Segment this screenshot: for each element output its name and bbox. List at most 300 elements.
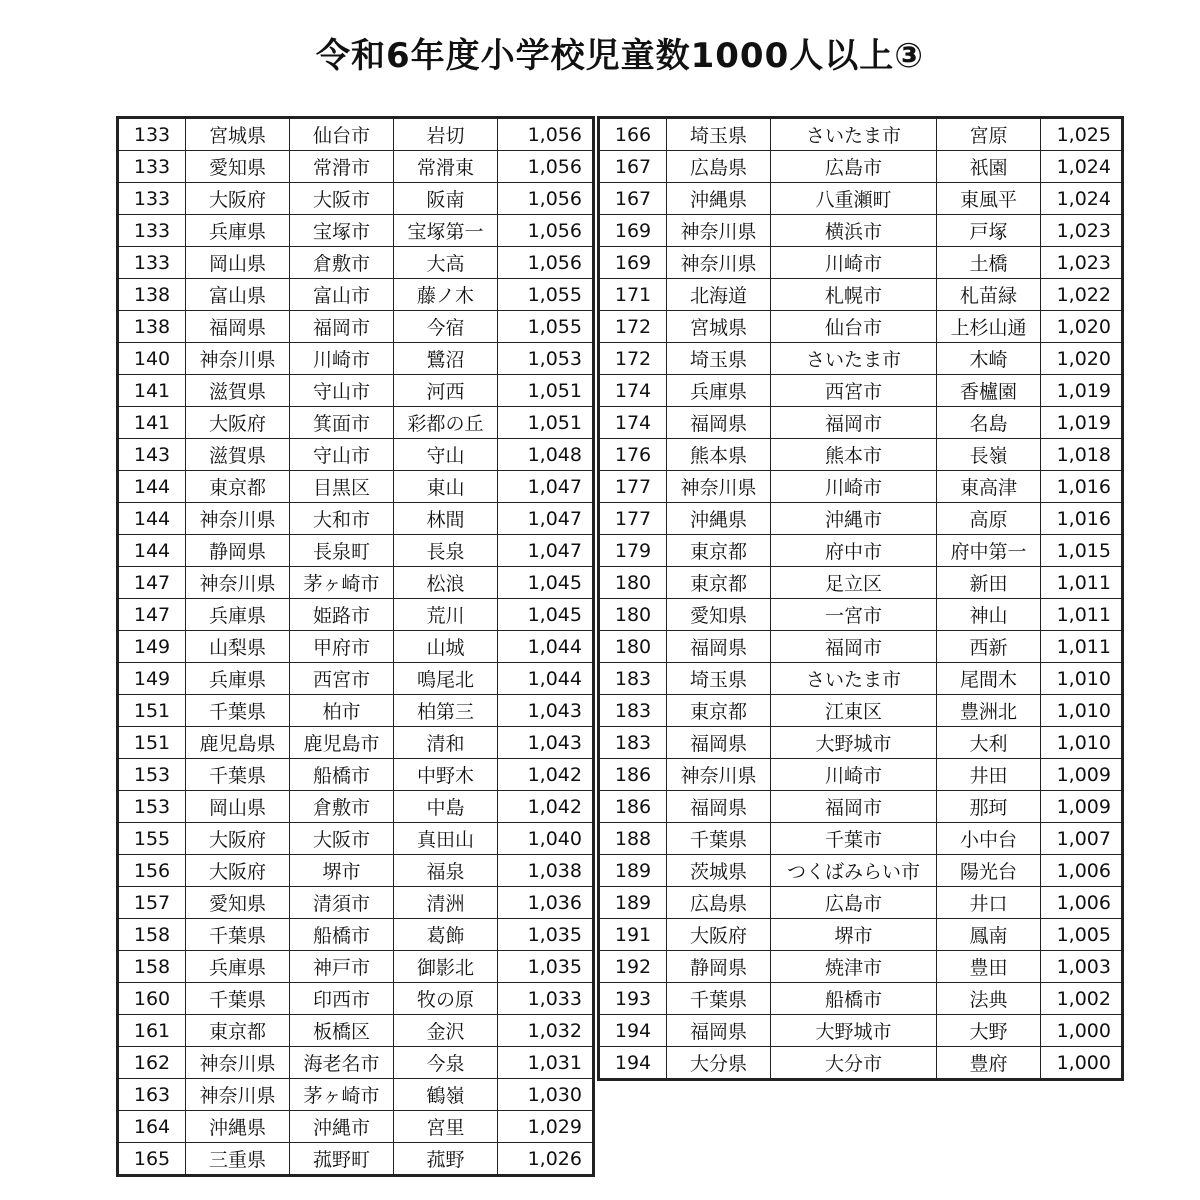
student-count-cell: 1,035 [498, 919, 594, 951]
student-count-cell: 1,042 [498, 791, 594, 823]
school-cell: 戸塚 [937, 215, 1041, 247]
table-row [118, 727, 594, 759]
student-count-cell: 1,006 [1041, 887, 1123, 919]
table-row [118, 631, 594, 663]
table-row [599, 535, 1123, 567]
rank-cell: 163 [118, 1079, 186, 1111]
table-row [118, 311, 594, 343]
table-row [599, 727, 1123, 759]
student-count-cell: 1,020 [1041, 311, 1123, 343]
rank-cell: 177 [599, 503, 667, 535]
student-count-cell: 1,038 [498, 855, 594, 887]
rank-cell: 169 [599, 215, 667, 247]
table-row [118, 791, 594, 823]
rank-cell: 177 [599, 471, 667, 503]
rank-cell: 140 [118, 343, 186, 375]
prefecture-cell: 福岡県 [667, 791, 771, 823]
student-count-cell: 1,044 [498, 663, 594, 695]
city-cell: 姫路市 [290, 599, 394, 631]
rank-cell: 162 [118, 1047, 186, 1079]
student-count-cell: 1,006 [1041, 855, 1123, 887]
table-row [599, 983, 1123, 1015]
school-cell: 札苗緑 [937, 279, 1041, 311]
ranking-table-right [597, 116, 1124, 1081]
school-cell: 藤ノ木 [394, 279, 498, 311]
prefecture-cell: 岡山県 [186, 791, 290, 823]
prefecture-cell: 埼玉県 [667, 343, 771, 375]
student-count-cell: 1,033 [498, 983, 594, 1015]
school-cell: 鳳南 [937, 919, 1041, 951]
school-cell: 西新 [937, 631, 1041, 663]
city-cell: 鹿児島市 [290, 727, 394, 759]
prefecture-cell: 神奈川県 [186, 503, 290, 535]
city-cell: 八重瀬町 [771, 183, 937, 215]
rank-cell: 158 [118, 951, 186, 983]
city-cell: 大和市 [290, 503, 394, 535]
prefecture-cell: 神奈川県 [186, 343, 290, 375]
school-cell: 祇園 [937, 151, 1041, 183]
prefecture-cell: 沖縄県 [667, 503, 771, 535]
prefecture-cell: 沖縄県 [186, 1111, 290, 1143]
student-count-cell: 1,031 [498, 1047, 594, 1079]
school-cell: 東風平 [937, 183, 1041, 215]
city-cell: 横浜市 [771, 215, 937, 247]
table-row [118, 343, 594, 375]
prefecture-cell: 東京都 [667, 535, 771, 567]
prefecture-cell: 神奈川県 [667, 215, 771, 247]
rank-cell: 191 [599, 919, 667, 951]
rank-cell: 151 [118, 695, 186, 727]
school-cell: 山城 [394, 631, 498, 663]
table-row [118, 759, 594, 791]
city-cell: 富山市 [290, 279, 394, 311]
rank-cell: 158 [118, 919, 186, 951]
rank-cell: 172 [599, 343, 667, 375]
table-row [118, 215, 594, 247]
student-count-cell: 1,005 [1041, 919, 1123, 951]
table-row [599, 407, 1123, 439]
rank-cell: 133 [118, 215, 186, 247]
city-cell: 倉敷市 [290, 247, 394, 279]
city-cell: 西宮市 [771, 375, 937, 407]
prefecture-cell: 大阪府 [667, 919, 771, 951]
prefecture-cell: 埼玉県 [667, 118, 771, 151]
prefecture-cell: 兵庫県 [186, 599, 290, 631]
city-cell: 船橋市 [290, 919, 394, 951]
school-cell: 土橋 [937, 247, 1041, 279]
city-cell: 福岡市 [771, 407, 937, 439]
table-row [599, 343, 1123, 375]
school-cell: 大高 [394, 247, 498, 279]
school-cell: 香櫨園 [937, 375, 1041, 407]
table-row [599, 311, 1123, 343]
student-count-cell: 1,011 [1041, 567, 1123, 599]
school-cell: 長嶺 [937, 439, 1041, 471]
prefecture-cell: 東京都 [186, 471, 290, 503]
table-row [599, 247, 1123, 279]
prefecture-cell: 神奈川県 [186, 1079, 290, 1111]
table-row [599, 567, 1123, 599]
student-count-cell: 1,010 [1041, 695, 1123, 727]
city-cell: 甲府市 [290, 631, 394, 663]
rank-cell: 194 [599, 1015, 667, 1047]
rank-cell: 149 [118, 663, 186, 695]
student-count-cell: 1,044 [498, 631, 594, 663]
school-cell: 阪南 [394, 183, 498, 215]
prefecture-cell: 千葉県 [186, 695, 290, 727]
city-cell: つくばみらい市 [771, 855, 937, 887]
prefecture-cell: 福岡県 [667, 631, 771, 663]
school-cell: 河西 [394, 375, 498, 407]
city-cell: 川崎市 [290, 343, 394, 375]
prefecture-cell: 岡山県 [186, 247, 290, 279]
rank-cell: 180 [599, 599, 667, 631]
table-row [599, 599, 1123, 631]
city-cell: 熊本市 [771, 439, 937, 471]
table-row [118, 951, 594, 983]
prefecture-cell: 三重県 [186, 1143, 290, 1176]
student-count-cell: 1,022 [1041, 279, 1123, 311]
table-row [118, 599, 594, 631]
table-row [599, 503, 1123, 535]
student-count-cell: 1,026 [498, 1143, 594, 1176]
school-cell: 小中台 [937, 823, 1041, 855]
rank-cell: 180 [599, 631, 667, 663]
prefecture-cell: 滋賀県 [186, 375, 290, 407]
table-row [118, 1143, 594, 1176]
table-row [118, 855, 594, 887]
rank-cell: 147 [118, 567, 186, 599]
rank-cell: 174 [599, 375, 667, 407]
prefecture-cell: 福岡県 [186, 311, 290, 343]
student-count-cell: 1,043 [498, 727, 594, 759]
prefecture-cell: 茨城県 [667, 855, 771, 887]
table-row [599, 631, 1123, 663]
school-cell: 東高津 [937, 471, 1041, 503]
student-count-cell: 1,016 [1041, 503, 1123, 535]
city-cell: 広島市 [771, 151, 937, 183]
prefecture-cell: 広島県 [667, 887, 771, 919]
rank-cell: 155 [118, 823, 186, 855]
rank-cell: 183 [599, 695, 667, 727]
city-cell: 広島市 [771, 887, 937, 919]
student-count-cell: 1,056 [498, 183, 594, 215]
table-row [599, 1047, 1123, 1080]
prefecture-cell: 東京都 [186, 1015, 290, 1047]
city-cell: 大分市 [771, 1047, 937, 1080]
school-cell: 那珂 [937, 791, 1041, 823]
rank-cell: 167 [599, 151, 667, 183]
prefecture-cell: 神奈川県 [667, 759, 771, 791]
student-count-cell: 1,047 [498, 503, 594, 535]
table-row [118, 375, 594, 407]
prefecture-cell: 福岡県 [667, 1015, 771, 1047]
table-row [118, 1047, 594, 1079]
city-cell: 沖縄市 [290, 1111, 394, 1143]
city-cell: 焼津市 [771, 951, 937, 983]
student-count-cell: 1,056 [498, 151, 594, 183]
table-row [118, 535, 594, 567]
student-count-cell: 1,002 [1041, 983, 1123, 1015]
student-count-cell: 1,047 [498, 471, 594, 503]
city-cell: 堺市 [290, 855, 394, 887]
prefecture-cell: 兵庫県 [186, 215, 290, 247]
student-count-cell: 1,030 [498, 1079, 594, 1111]
rank-cell: 144 [118, 471, 186, 503]
rank-cell: 153 [118, 759, 186, 791]
prefecture-cell: 滋賀県 [186, 439, 290, 471]
school-cell: 御影北 [394, 951, 498, 983]
school-cell: 府中第一 [937, 535, 1041, 567]
prefecture-cell: 兵庫県 [186, 951, 290, 983]
student-count-cell: 1,055 [498, 279, 594, 311]
city-cell: さいたま市 [771, 118, 937, 151]
table-row [599, 855, 1123, 887]
table-row [599, 823, 1123, 855]
rank-cell: 172 [599, 311, 667, 343]
city-cell: 福岡市 [290, 311, 394, 343]
student-count-cell: 1,036 [498, 887, 594, 919]
student-count-cell: 1,024 [1041, 151, 1123, 183]
rank-cell: 188 [599, 823, 667, 855]
school-cell: 豊府 [937, 1047, 1041, 1080]
student-count-cell: 1,016 [1041, 471, 1123, 503]
city-cell: 守山市 [290, 375, 394, 407]
student-count-cell: 1,042 [498, 759, 594, 791]
table-row [118, 247, 594, 279]
school-cell: 新田 [937, 567, 1041, 599]
school-cell: 彩都の丘 [394, 407, 498, 439]
school-cell: 神山 [937, 599, 1041, 631]
table-row [599, 471, 1123, 503]
table-row [599, 663, 1123, 695]
school-cell: 守山 [394, 439, 498, 471]
student-count-cell: 1,048 [498, 439, 594, 471]
school-cell: 大野 [937, 1015, 1041, 1047]
table-row [118, 1111, 594, 1143]
prefecture-cell: 神奈川県 [186, 567, 290, 599]
rank-cell: 194 [599, 1047, 667, 1080]
city-cell: 茅ヶ崎市 [290, 567, 394, 599]
student-count-cell: 1,024 [1041, 183, 1123, 215]
student-count-cell: 1,045 [498, 599, 594, 631]
school-cell: 宮原 [937, 118, 1041, 151]
prefecture-cell: 福岡県 [667, 727, 771, 759]
rank-cell: 153 [118, 791, 186, 823]
school-cell: 大利 [937, 727, 1041, 759]
city-cell: 川崎市 [771, 471, 937, 503]
prefecture-cell: 東京都 [667, 567, 771, 599]
rank-cell: 189 [599, 887, 667, 919]
city-cell: 札幌市 [771, 279, 937, 311]
table-row [599, 791, 1123, 823]
prefecture-cell: 福岡県 [667, 407, 771, 439]
table-row [118, 663, 594, 695]
prefecture-cell: 沖縄県 [667, 183, 771, 215]
student-count-cell: 1,009 [1041, 759, 1123, 791]
city-cell: 箕面市 [290, 407, 394, 439]
rank-cell: 141 [118, 375, 186, 407]
school-cell: 今泉 [394, 1047, 498, 1079]
city-cell: 守山市 [290, 439, 394, 471]
prefecture-cell: 山梨県 [186, 631, 290, 663]
city-cell: 清須市 [290, 887, 394, 919]
student-count-cell: 1,056 [498, 215, 594, 247]
school-cell: 豊田 [937, 951, 1041, 983]
school-cell: 牧の原 [394, 983, 498, 1015]
rank-cell: 133 [118, 118, 186, 151]
table-row [118, 983, 594, 1015]
table-row [118, 823, 594, 855]
school-cell: 井口 [937, 887, 1041, 919]
city-cell: 足立区 [771, 567, 937, 599]
prefecture-cell: 大分県 [667, 1047, 771, 1080]
city-cell: 海老名市 [290, 1047, 394, 1079]
table-row [599, 695, 1123, 727]
student-count-cell: 1,015 [1041, 535, 1123, 567]
prefecture-cell: 大阪府 [186, 407, 290, 439]
rank-cell: 156 [118, 855, 186, 887]
prefecture-cell: 愛知県 [186, 151, 290, 183]
table-row [118, 439, 594, 471]
school-cell: 宮里 [394, 1111, 498, 1143]
rank-cell: 176 [599, 439, 667, 471]
city-cell: 常滑市 [290, 151, 394, 183]
school-cell: 法典 [937, 983, 1041, 1015]
prefecture-cell: 千葉県 [667, 983, 771, 1015]
rank-cell: 183 [599, 663, 667, 695]
school-cell: 葛飾 [394, 919, 498, 951]
prefecture-cell: 東京都 [667, 695, 771, 727]
table-row [118, 1079, 594, 1111]
city-cell: 船橋市 [290, 759, 394, 791]
rank-cell: 144 [118, 503, 186, 535]
school-cell: 金沢 [394, 1015, 498, 1047]
student-count-cell: 1,023 [1041, 247, 1123, 279]
table-row [599, 183, 1123, 215]
student-count-cell: 1,053 [498, 343, 594, 375]
school-cell: 松浪 [394, 567, 498, 599]
city-cell: 江東区 [771, 695, 937, 727]
student-count-cell: 1,000 [1041, 1047, 1123, 1080]
student-count-cell: 1,051 [498, 407, 594, 439]
city-cell: 大阪市 [290, 183, 394, 215]
city-cell: 大野城市 [771, 727, 937, 759]
table-row [599, 279, 1123, 311]
prefecture-cell: 神奈川県 [186, 1047, 290, 1079]
rank-cell: 193 [599, 983, 667, 1015]
school-cell: 井田 [937, 759, 1041, 791]
table-row [118, 695, 594, 727]
school-cell: 長泉 [394, 535, 498, 567]
student-count-cell: 1,025 [1041, 118, 1123, 151]
prefecture-cell: 千葉県 [186, 919, 290, 951]
rank-cell: 149 [118, 631, 186, 663]
school-cell: 鳴尾北 [394, 663, 498, 695]
school-cell: 柏第三 [394, 695, 498, 727]
student-count-cell: 1,009 [1041, 791, 1123, 823]
student-count-cell: 1,011 [1041, 599, 1123, 631]
school-cell: 名島 [937, 407, 1041, 439]
student-count-cell: 1,045 [498, 567, 594, 599]
prefecture-cell: 鹿児島県 [186, 727, 290, 759]
prefecture-cell: 愛知県 [186, 887, 290, 919]
table-row [118, 151, 594, 183]
prefecture-cell: 千葉県 [667, 823, 771, 855]
city-cell: 大阪市 [290, 823, 394, 855]
student-count-cell: 1,029 [498, 1111, 594, 1143]
table-row [118, 118, 594, 151]
rank-cell: 186 [599, 791, 667, 823]
prefecture-cell: 兵庫県 [667, 375, 771, 407]
city-cell: 倉敷市 [290, 791, 394, 823]
prefecture-cell: 熊本県 [667, 439, 771, 471]
city-cell: 船橋市 [771, 983, 937, 1015]
table-row [118, 503, 594, 535]
student-count-cell: 1,010 [1041, 727, 1123, 759]
school-cell: 中島 [394, 791, 498, 823]
prefecture-cell: 大阪府 [186, 183, 290, 215]
student-count-cell: 1,019 [1041, 407, 1123, 439]
city-cell: 沖縄市 [771, 503, 937, 535]
table-row [599, 887, 1123, 919]
table-row [599, 919, 1123, 951]
student-count-cell: 1,056 [498, 118, 594, 151]
rank-cell: 151 [118, 727, 186, 759]
prefecture-cell: 広島県 [667, 151, 771, 183]
page-title: 令和6年度小学校児童数1000人以上③ [315, 36, 925, 76]
rank-cell: 141 [118, 407, 186, 439]
table-row [599, 118, 1123, 151]
school-cell: 東山 [394, 471, 498, 503]
city-cell: 宝塚市 [290, 215, 394, 247]
student-count-cell: 1,003 [1041, 951, 1123, 983]
city-cell: さいたま市 [771, 343, 937, 375]
prefecture-cell: 千葉県 [186, 759, 290, 791]
student-count-cell: 1,055 [498, 311, 594, 343]
rank-cell: 138 [118, 279, 186, 311]
prefecture-cell: 宮城県 [186, 118, 290, 151]
rank-cell: 165 [118, 1143, 186, 1176]
student-count-cell: 1,011 [1041, 631, 1123, 663]
rank-cell: 133 [118, 247, 186, 279]
prefecture-cell: 埼玉県 [667, 663, 771, 695]
student-count-cell: 1,007 [1041, 823, 1123, 855]
table-row [599, 215, 1123, 247]
city-cell: 目黒区 [290, 471, 394, 503]
school-cell: 高原 [937, 503, 1041, 535]
table-row [118, 919, 594, 951]
rank-cell: 192 [599, 951, 667, 983]
prefecture-cell: 北海道 [667, 279, 771, 311]
city-cell: 川崎市 [771, 759, 937, 791]
school-cell: 真田山 [394, 823, 498, 855]
rank-cell: 164 [118, 1111, 186, 1143]
student-count-cell: 1,056 [498, 247, 594, 279]
city-cell: 福岡市 [771, 631, 937, 663]
school-cell: 陽光台 [937, 855, 1041, 887]
city-cell: 菰野町 [290, 1143, 394, 1176]
school-cell: 豊洲北 [937, 695, 1041, 727]
rank-cell: 160 [118, 983, 186, 1015]
school-cell: 岩切 [394, 118, 498, 151]
rank-cell: 180 [599, 567, 667, 599]
table-row [118, 407, 594, 439]
table-row [599, 439, 1123, 471]
rank-cell: 147 [118, 599, 186, 631]
prefecture-cell: 大阪府 [186, 823, 290, 855]
city-cell: 神戸市 [290, 951, 394, 983]
